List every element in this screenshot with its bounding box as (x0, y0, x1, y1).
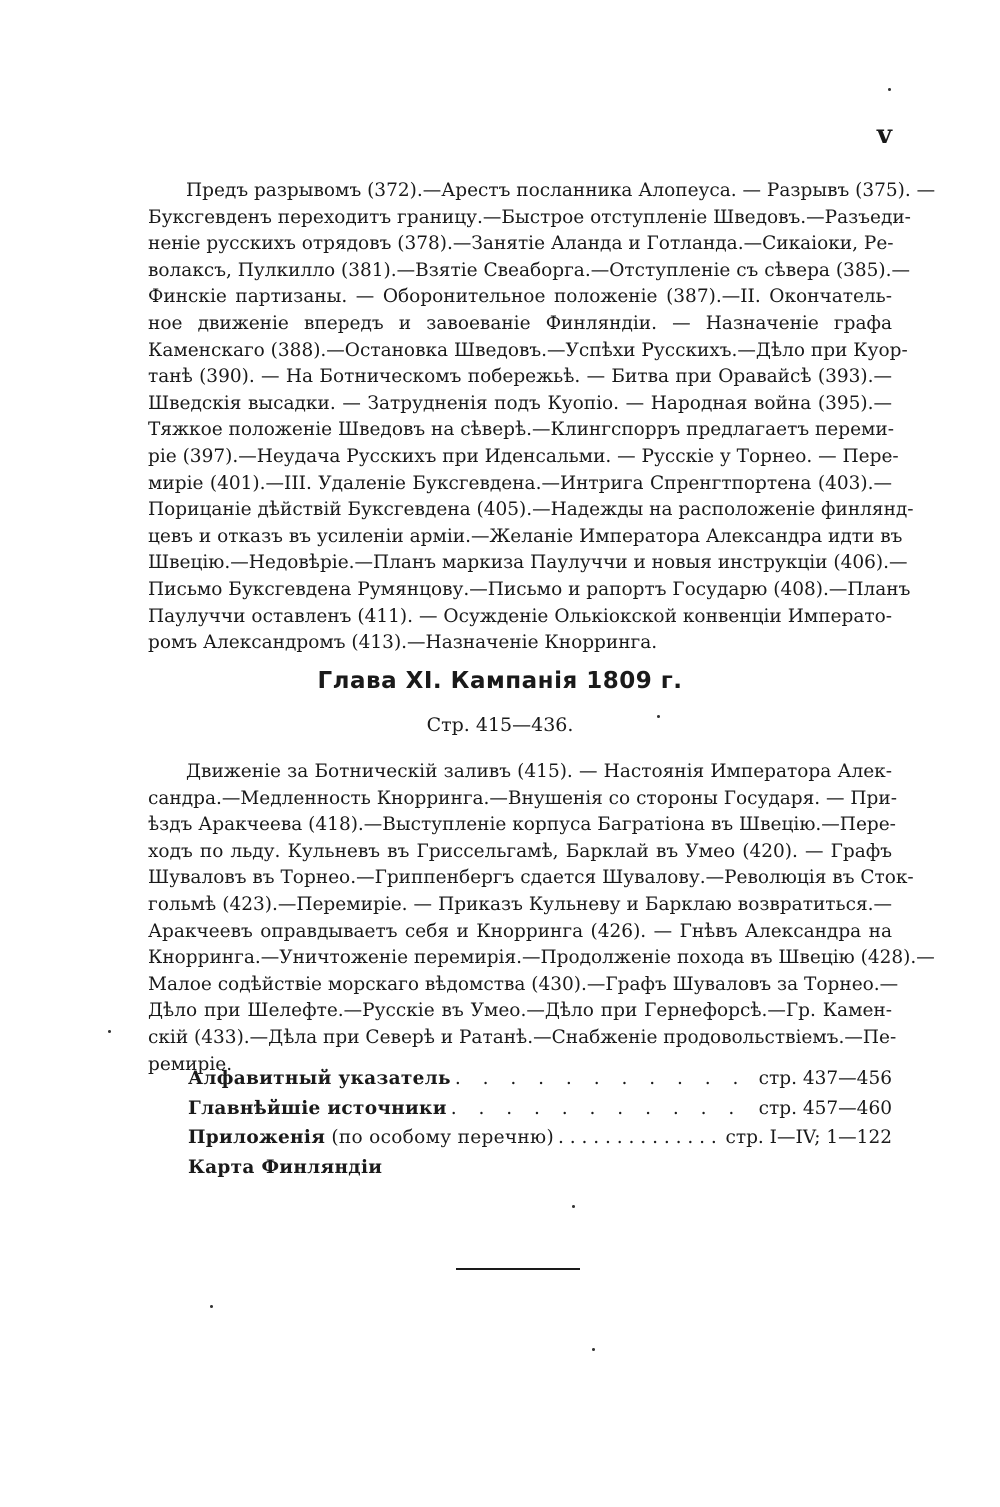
text-line: Шведскія высадки. — Затрудненія подъ Куопіо. — Народная война (395).— (148, 392, 892, 414)
toc-list (188, 1068, 892, 1186)
text-line: Аракчеевъ оправдываетъ себя и Кнорринга (426). — Гнѣвъ Александра на (148, 920, 892, 942)
chapter-heading: Глава XI. Кампанія 1809 г. (317, 668, 683, 694)
text-line: Кнорринга.—Уничтоженіе перемирія.—Продолженіе похода въ Швецію (428).— (148, 947, 935, 969)
print-speck (572, 1205, 575, 1208)
toc-row-sources (188, 1098, 892, 1128)
text-line: ромъ Александромъ (413).—Назначеніе Кнорринга. (148, 632, 658, 654)
toc-page: стр. 457—460 (758, 1097, 892, 1119)
text-line: ходъ по льду. Кульневъ въ Гриссельгамѣ, Барклай въ Умео (420). — Графъ (148, 840, 892, 862)
toc-label: Алфавитный указатель (188, 1068, 451, 1089)
text-line: Письмо Буксгевдена Румянцову.—Письмо и рапортъ Государю (408).—Планъ (148, 578, 911, 600)
toc-leader-dots (455, 1068, 755, 1089)
toc-leader-dots (558, 1127, 722, 1148)
print-speck (108, 1030, 111, 1033)
chapter-pages: Стр. 415—436. (426, 714, 574, 736)
text-line: Дѣло при Шелефте.—Русскіе въ Умео.—Дѣло при Гернефорсѣ.—Гр. Камен- (148, 1000, 892, 1022)
text-line: цевъ и отказъ въ усиленіи арміи.—Желаніе Императора Александра идти въ (148, 525, 903, 547)
text-line: Каменскаго (388).—Остановка Шведовъ.—Успѣхи Русскихъ.—Дѣло при Куор- (148, 339, 908, 361)
text-line: Швецію.—Недовѣріе.—Планъ маркиза Паулуччи и новыя инструкціи (406).— (148, 552, 908, 574)
page-number: v (876, 120, 892, 150)
toc-label: Главнѣйшіе источники (188, 1097, 447, 1119)
text-line: Движеніе за Ботническій заливъ (415). — Настоянія Императора Алек- (186, 761, 892, 782)
text-line: Буксгевденъ переходитъ границу.—Быстрое отступленіе Шведовъ.—Разъеди- (148, 206, 911, 228)
text-line: танѣ (390). — На Ботническомъ побережьѣ. — Битва при Оравайсѣ (393).— (148, 366, 892, 388)
print-speck (210, 1305, 213, 1308)
text-line: ремиріе. (148, 1053, 233, 1075)
text-line: гольмѣ (423).—Перемиріе. — Приказъ Кульневу и Барклаю возвратиться.— (148, 893, 892, 915)
contents-paragraph-chapter-xi (148, 759, 935, 1078)
text-line: Порицаніе дѣйствій Буксгевдена (405).—Надежды на расположеніе финлянд- (148, 499, 914, 521)
toc-label-bold: Приложенія (188, 1127, 326, 1148)
text-line: скій (433).—Дѣла при Северѣ и Ратанѣ.—Снабженіе продовольствіемъ.—Пе- (148, 1026, 897, 1048)
text-line: Малое содѣйствіе морскаго вѣдомства (430).—Графъ Шуваловъ за Торнео.— (148, 973, 899, 995)
print-speck (657, 715, 660, 718)
toc-leader-dots (451, 1098, 755, 1119)
closing-rule (456, 1268, 580, 1270)
text-line: ѣздъ Аракчеева (418).—Выступленіе корпуса Багратіона въ Швецію.—Пере- (148, 814, 896, 836)
text-line: неніе русскихъ отрядовъ (378).—Занятіе Аланда и Готланда.—Сикаіоки, Ре- (148, 233, 894, 255)
print-speck (888, 88, 891, 91)
toc-row-map (188, 1157, 892, 1187)
text-line: волаксъ, Пулкилло (381).—Взятіе Свеаборга.—Отступленіе съ сѣвера (385).— (148, 259, 910, 281)
text-line: Шуваловъ въ Торнео.—Гриппенбергъ сдается Шувалову.—Революція въ Сток- (148, 867, 914, 889)
text-line: ріе (397).—Неудача Русскихъ при Иденсальми. — Русскіе у Торнео. — Пере- (148, 445, 899, 467)
text-line: миріе (401).—III. Удаленіе Буксгевдена.—Интрига Спренгтпортена (403).— (148, 472, 892, 494)
text-line: Предъ разрывомъ (372).—Арестъ посланника Алопеуса. — Разрывъ (375). — (186, 180, 936, 201)
print-speck (592, 1348, 595, 1351)
toc-label: Карта Финляндіи (188, 1156, 383, 1178)
text-line: ное движеніе впередъ и завоеваніе Финляндіи. — Назначеніе графа (148, 312, 892, 334)
text-line: сандра.—Медленность Кнорринга.—Внушенія со стороны Государя. — При- (148, 787, 897, 809)
text-line: Тяжкое положеніе Шведовъ на сѣверѣ.—Клингспорръ предлагаетъ переми- (148, 419, 895, 441)
text-line: Паулуччи оставленъ (411). — Осужденіе Олькіокской конвенціи Императо- (148, 605, 892, 627)
toc-label-rest: (по особому перечню) (325, 1127, 554, 1148)
toc-page: стр. I—IV; 1—122 (725, 1127, 892, 1148)
toc-row-appendices (188, 1127, 892, 1157)
text-line: Финскіе партизаны. — Оборонительное положеніе (387).—II. Окончатель- (148, 286, 892, 308)
toc-label (188, 1127, 554, 1148)
contents-paragraph-chapter-x (148, 178, 936, 657)
toc-page: стр. 437—456 (758, 1068, 892, 1089)
toc-row-index (188, 1068, 892, 1098)
